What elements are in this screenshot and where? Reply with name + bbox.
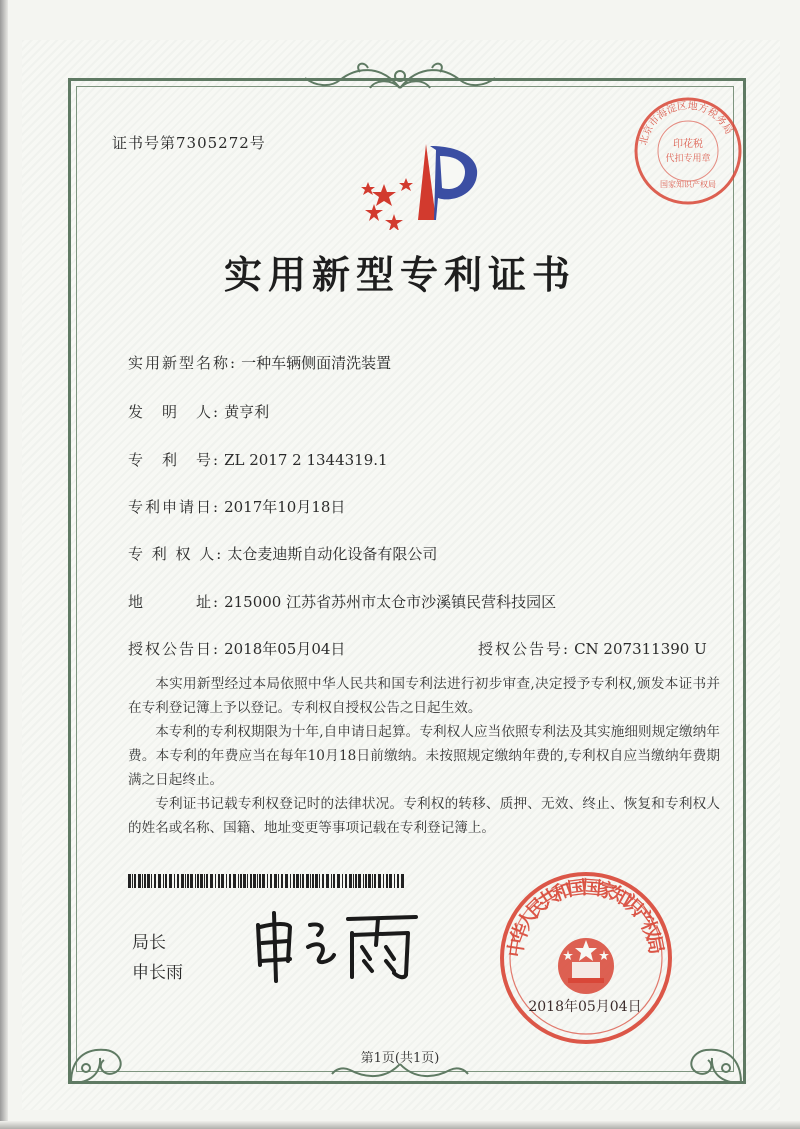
tax-stamp-center-line1: 印花税 <box>673 139 703 150</box>
tax-stamp-center-line2: 代扣专用章 <box>665 154 711 164</box>
field-holder-label: 专 利 权 人: <box>128 545 224 563</box>
cnipa-logo-icon <box>356 140 486 230</box>
body-paragraph-3: 专利证书记载专利权登记时的法律状况。专利权的转移、质押、无效、终止、恢复和专利权人的姓名或名称、国籍、地址变更等事项记载在专利登记簿上。 <box>128 796 720 836</box>
field-patent-no-label: 专 利 号: <box>128 451 221 469</box>
field-grant-no-label: 授权公告号: <box>478 640 571 658</box>
field-grant-date-label: 授权公告日: <box>128 640 221 658</box>
body-paragraph-2: 本专利的专利权期限为十年,自申请日起算。专利权人应当依照专利法及其实施细则规定缴纳年费。本专利的年费应当在每年10月18日前缴纳。未按照规定缴纳年费的,专利权自应当缴纳年费期满之日起终止。 <box>128 724 720 788</box>
field-name <box>128 352 391 373</box>
field-grant-no-value: CN 207311390 U <box>574 640 707 658</box>
field-grant-date <box>128 638 345 659</box>
national-seal-icon <box>498 870 674 1046</box>
body-paragraph-1: 本实用新型经过本局依照中华人民共和国专利法进行初步审查,决定授予专利权,颁发本证书并在专利登记簿上予以登记。专利权自授权公告之日起生效。 <box>128 676 720 716</box>
field-patent-no-value: ZL 2017 2 1344319.1 <box>224 451 388 469</box>
tax-stamp-bottom-text: 国家知识产权局 <box>660 180 716 189</box>
field-inventor <box>128 401 269 422</box>
field-apply-date-value: 2017年10月18日 <box>224 498 346 516</box>
field-holder <box>128 543 437 564</box>
page-number: 第1页(共1页) <box>360 1051 440 1066</box>
certificate-title: 实用新型专利证书 <box>223 252 576 297</box>
seal-date: 2018年05月04日 <box>528 999 642 1015</box>
field-apply-date-label: 专利申请日: <box>128 498 221 516</box>
director-title: 局长 <box>132 933 166 953</box>
field-grant-no <box>478 638 707 659</box>
field-inventor-label: 发 明 人: <box>128 403 221 421</box>
tax-stamp-ring-text: 北京市海淀区地方税务局 <box>638 100 735 147</box>
scan-edge-bottom <box>0 1121 800 1129</box>
field-patent-no <box>128 449 388 470</box>
certificate-body <box>128 672 720 840</box>
barcode-icon <box>128 874 408 888</box>
field-name-label: 实用新型名称: <box>128 354 238 372</box>
director-block <box>132 928 183 988</box>
field-address-value: 215000 江苏省苏州市太仓市沙溪镇民营科技园区 <box>224 593 557 611</box>
field-apply-date <box>128 496 345 517</box>
seal-ring-text: 中华人民共和国国家知识产权局 <box>504 876 668 959</box>
field-address-label: 地 址: <box>128 593 221 611</box>
field-address <box>128 591 556 612</box>
director-signature-icon <box>248 905 428 985</box>
director-name: 申长雨 <box>132 963 183 983</box>
field-name-value: 一种车辆侧面清洗装置 <box>241 354 392 372</box>
field-inventor-value: 黄亨利 <box>224 403 270 421</box>
top-ornament-icon <box>300 58 500 98</box>
scan-edge-left <box>0 0 8 1129</box>
certificate-number: 证书号第7305272号 <box>112 134 266 152</box>
tax-stamp-icon <box>632 95 744 207</box>
field-grant-date-value: 2018年05月04日 <box>224 640 346 658</box>
field-holder-value: 太仓麦迪斯自动化设备有限公司 <box>227 545 438 563</box>
